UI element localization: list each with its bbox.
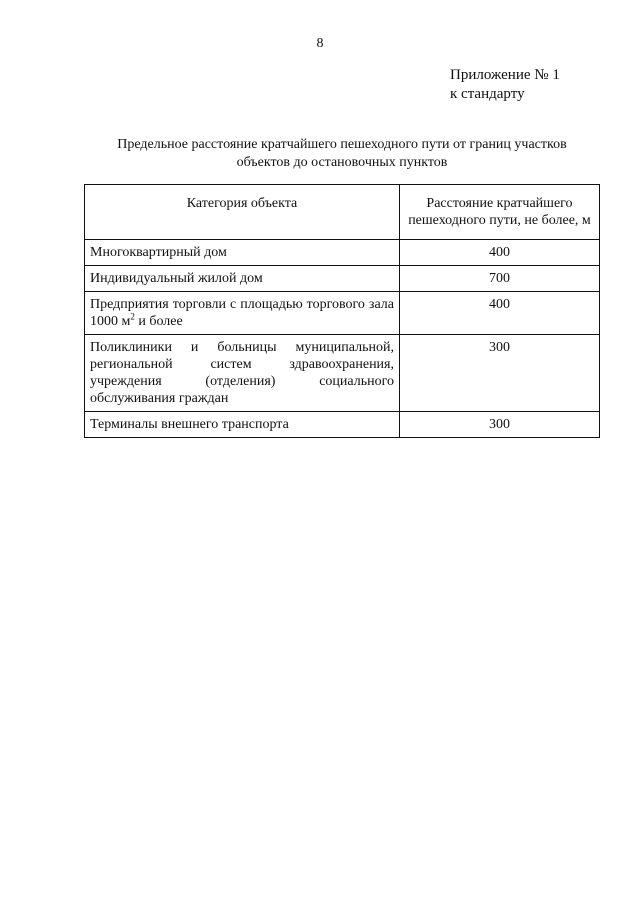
appendix-note (450, 66, 560, 104)
table-row (85, 266, 600, 292)
table-row (85, 292, 600, 335)
table-header-row (85, 185, 600, 240)
document-title-line-2: объектов до остановочных пунктов (236, 155, 448, 170)
document-title (84, 136, 600, 172)
row-category-text: Предприятия торговли с площадью торгового зала 1000 м (90, 297, 394, 329)
row-distance: 400 (400, 240, 600, 266)
row-category (85, 292, 400, 335)
row-category-superscript: 2 (130, 311, 135, 322)
row-category: Многоквартирный дом (85, 240, 400, 266)
row-distance: 300 (400, 412, 600, 438)
table-row (85, 412, 600, 438)
table-row (85, 335, 600, 412)
header-distance: Расстояние кратчайшего пешеходного пути, не более, м (400, 185, 600, 240)
row-category: Поликлиники и больницы муниципальной, региональной систем здравоохранения, учреждения (отделения) социального обслуживания граждан (85, 335, 400, 412)
row-distance: 400 (400, 292, 600, 335)
page-number: 8 (316, 36, 324, 51)
document-title-line-1: Предельное расстояние кратчайшего пешеходного пути от границ участков (117, 137, 567, 152)
distance-table (84, 184, 600, 438)
row-category: Терминалы внешнего транспорта (85, 412, 400, 438)
header-category: Категория объекта (85, 185, 400, 240)
row-category-tail: и более (134, 314, 183, 329)
row-distance: 700 (400, 266, 600, 292)
table-row (85, 240, 600, 266)
appendix-line-2: к стандарту (450, 86, 525, 102)
row-category: Индивидуальный жилой дом (85, 266, 400, 292)
row-distance: 300 (400, 335, 600, 412)
appendix-line-1: Приложение № 1 (450, 67, 560, 83)
